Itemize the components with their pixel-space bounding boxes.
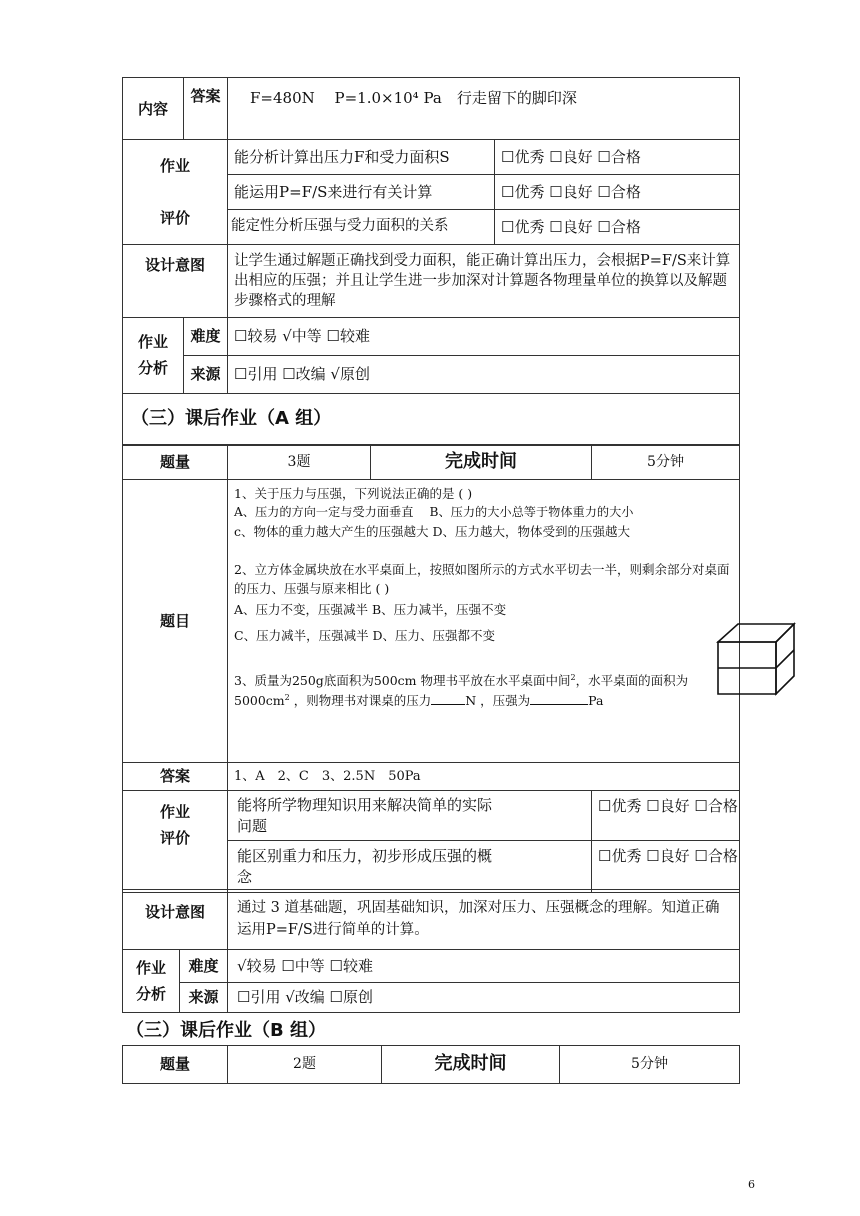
question-3-sup1: 2 (570, 673, 576, 682)
eval-criterion-a-text: 能区别重力和压力，初步形成压强的概念 (237, 847, 493, 886)
eval-criterion-a (228, 841, 592, 893)
question-2-options-ab: A、压力不变，压强减半 B、压力减半，压强不变 (234, 602, 507, 618)
group-b-table (122, 1045, 740, 1084)
difficulty-label-a: 难度 (180, 950, 228, 983)
cube-top-face (718, 624, 794, 642)
intent-row-a (123, 890, 740, 950)
source-options[interactable]: ☐引用 ☐改编 √原创 (228, 356, 740, 394)
section-heading-a: （三）课后作业（A 组） (123, 394, 740, 445)
source-label-a: 来源 (180, 983, 228, 1013)
eval-label-line1: 作业 (159, 156, 190, 175)
difficulty-options[interactable]: ☐较易 √中等 ☐较难 (228, 318, 740, 356)
analysis-label-a (123, 950, 180, 1013)
question-1: 1、关于压力与压强，下列说法正确的是 ( ) (234, 486, 473, 501)
questions-cell (228, 480, 740, 763)
eval-criterion-a-text: 能将所学物理知识用来解决简单的实际问题 (237, 796, 493, 835)
questions-row (123, 480, 740, 763)
eval-criterion: 能定性分析压强与受力面积的关系 (228, 210, 495, 245)
rating-options-a[interactable]: ☐优秀 ☐良好 ☐合格 (592, 791, 740, 841)
source-label: 来源 (184, 356, 228, 394)
rating-options[interactable]: ☐优秀 ☐良好 ☐合格 (495, 175, 740, 210)
eval-criterion: 能分析计算出压力F和受力面积S (228, 140, 495, 175)
time-value: 5分钟 (592, 446, 740, 480)
eval-label-a-line1: 作业 (159, 803, 190, 821)
answer-blank-2[interactable] (530, 704, 588, 705)
count-label: 题量 (123, 446, 228, 480)
count-value: 3题 (228, 446, 371, 480)
question-3-unit1: N ，压强为 (465, 692, 531, 708)
eval-criterion: 能运用P=F/S来进行有关计算 (228, 175, 495, 210)
eval-label-a-line2: 评价 (159, 829, 190, 848)
content-label: 内容 (123, 78, 184, 140)
analysis-label-a-line1: 作业 (135, 958, 166, 977)
time-label-b: 完成时间 (382, 1046, 560, 1084)
eval-row (123, 140, 740, 175)
group-a-table (122, 445, 740, 893)
question-3-unit2: Pa (588, 692, 604, 708)
question-2-options-cd: C、压力减半，压强减半 D、压力、压强都不变 (234, 627, 496, 643)
answer-blank-1[interactable] (431, 704, 465, 705)
count-label-b: 题量 (123, 1046, 228, 1084)
intent-label-a: 设计意图 (123, 890, 228, 950)
page-number: 6 (748, 1178, 755, 1191)
eval-row-a (123, 791, 740, 841)
difficulty-row (123, 318, 740, 356)
eval-criterion-a (228, 791, 592, 841)
rating-options[interactable]: ☐优秀 ☐良好 ☐合格 (495, 140, 740, 175)
answer-label: 答案 (184, 78, 228, 140)
difficulty-row-a (123, 950, 740, 983)
cut-line (718, 650, 794, 668)
analysis-label (123, 318, 184, 394)
question-3-sup2: 2 (284, 692, 290, 702)
group-a-footer-table (122, 889, 740, 1013)
difficulty-options-a[interactable]: √较易 ☐中等 ☐较难 (228, 950, 740, 983)
count-row (123, 446, 740, 480)
difficulty-label: 难度 (184, 318, 228, 356)
intent-text-a: 通过 3 道基础题，巩固基础知识，加深对压力、压强概念的理解。知道正确运用P=F/S进行简单的计算。 (228, 890, 740, 950)
answer-label-a: 答案 (123, 763, 228, 791)
intent-label: 设计意图 (123, 245, 228, 318)
eval-label-a (123, 791, 228, 893)
question-1-options-ab: A、压力的方向一定与受力面垂直 B、压力的大小总等于物体重力的大小 (234, 505, 634, 520)
answer-row (123, 78, 740, 140)
rating-options-a[interactable]: ☐优秀 ☐良好 ☐合格 (592, 841, 740, 893)
intent-text: 让学生通过解题正确找到受力面积，能正确计算出压力，会根据P=F/S来计算出相应的压强；并且让学生进一步加深对计算题各物理量单位的换算以及解题步骤格式的理解 (228, 245, 740, 318)
answer-row-a (123, 763, 740, 791)
rating-options[interactable]: ☐优秀 ☐良好 ☐合格 (495, 210, 740, 245)
question-1-options-cd: c、物体的重力越大产生的压强越大 D、压力越大，物体受到的压强越大 (234, 524, 630, 540)
eval-label-line2: 评价 (159, 209, 190, 227)
analysis-label-a-line2: 分析 (135, 985, 166, 1003)
intent-row (123, 245, 740, 318)
question-3-part1: 3、质量为250g底面积为500cm 物理书平放在水平桌面中间 (234, 673, 571, 689)
section-heading-b: （三）课后作业（B 组） (126, 1020, 326, 1041)
question-2: 2、立方体金属块放在水平桌面上，按照如图所示的方式水平切去一半，则剩余部分对桌面的压力、压强与原来相比 ( ) (234, 561, 730, 597)
time-value-b: 5分钟 (560, 1046, 740, 1084)
question-3 (234, 671, 733, 710)
cube-figure (716, 620, 796, 700)
answer-text-a: 1、A 2、C 3、2.5N 50Pa (228, 763, 740, 791)
question-3-part2: ，水平桌面的面积为5000cm (234, 673, 689, 708)
analysis-label-line2: 分析 (137, 358, 168, 377)
questions-label: 题目 (123, 480, 228, 763)
source-options-a[interactable]: ☐引用 √改编 ☐原创 (228, 983, 740, 1013)
top-table (122, 77, 740, 445)
eval-label (123, 140, 228, 245)
time-label: 完成时间 (371, 446, 592, 480)
section-heading-row (123, 394, 740, 445)
source-row-a (123, 983, 740, 1013)
answer-text: F=480N P=1.0×10⁴ Pa 行走留下的脚印深 (228, 78, 740, 140)
analysis-label-line1: 作业 (137, 333, 168, 351)
source-row (123, 356, 740, 394)
question-3-part3: ，则物理书对课桌的压力 (289, 692, 432, 708)
count-value-b: 2题 (228, 1046, 382, 1084)
count-row-b (123, 1046, 740, 1084)
